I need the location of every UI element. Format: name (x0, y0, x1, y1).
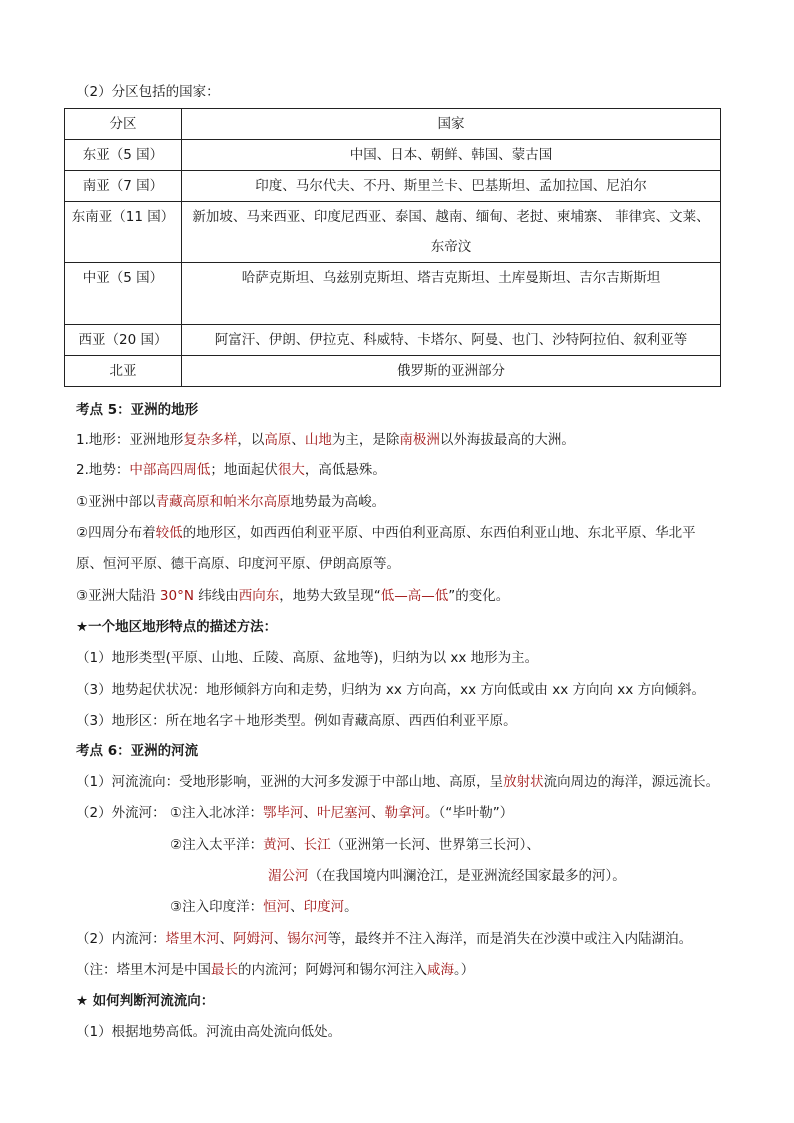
paragraph: （2）外流河： ①注入北冰洋：鄂毕河、叶尼塞河、勒拿河。（“毕叶勒”） (76, 805, 514, 821)
region-cell: 中亚（5 国） (65, 263, 182, 325)
region-country-table (64, 108, 721, 387)
table-row (65, 171, 721, 202)
countries-cell: 中国、日本、朝鲜、韩国、蒙古国 (182, 140, 721, 171)
paragraph: 2.地势：中部高四周低；地面起伏很大，高低悬殊。 (76, 462, 386, 478)
paragraph: （1）地形类型(平原、山地、丘陵、高原、盆地等)，归纳为以 xx 地形为主。 (76, 650, 539, 666)
region-cell: 东亚（5 国） (65, 140, 182, 171)
paragraph: 1.地形：亚洲地形复杂多样，以高原、山地为主，是除南极洲以外海拔最高的大洲。 (76, 432, 575, 448)
table-header-row (65, 109, 721, 140)
countries-line: 东帝汶 (430, 239, 472, 255)
paragraph: （1）河流流向：受地形影响，亚洲的大河多发源于中部山地、高原，呈放射状流向周边的海洋，源远流长。 (76, 774, 720, 790)
paragraph: ③注入印度洋：恒河、印度河。 (170, 899, 358, 915)
section-title: 考点 5：亚洲的地形 (76, 402, 199, 418)
paragraph: ③亚洲大陆沿 30°N 纬线由西向东，地势大致呈现“低—高—低”的变化。 (76, 588, 510, 604)
paragraph: （注：塔里木河是中国最长的内流河；阿姆河和锡尔河注入咸海。） (76, 962, 475, 978)
table-header: 国家 (182, 109, 721, 140)
table-row (65, 140, 721, 171)
paragraph: ②四周分布着较低的地形区，如西西伯利亚平原、中西伯利亚高原、东西伯利亚山地、东北平原、华北平 (76, 525, 696, 541)
paragraph: （3）地势起伏状况：地形倾斜方向和走势，归纳为 xx 方向高，xx 方向低或由 xx 方向向 xx 方向倾斜。 (76, 682, 706, 698)
table-row (65, 325, 721, 356)
table-row (65, 202, 721, 263)
paragraph: ②注入太平洋：黄河、长江（亚洲第一长河、世界第三长河）、 (170, 837, 540, 853)
section-title: 考点 6：亚洲的河流 (76, 743, 199, 759)
table-row (65, 263, 721, 325)
region-cell: 西亚（20 国） (65, 325, 182, 356)
countries-cell: 印度、马尔代夫、不丹、斯里兰卡、巴基斯坦、孟加拉国、尼泊尔 (182, 171, 721, 202)
countries-cell: 阿富汗、伊朗、伊拉克、科威特、卡塔尔、阿曼、也门、沙特阿拉伯、叙利亚等 (182, 325, 721, 356)
paragraph: （1）根据地势高低。河流由高处流向低处。 (76, 1024, 342, 1040)
countries-cell: 哈萨克斯坦、乌兹别克斯坦、塔吉克斯坦、土库曼斯坦、吉尔吉斯斯坦 (182, 263, 721, 325)
paragraph: （2）内流河：塔里木河、阿姆河、锡尔河等，最终并不注入海洋，而是消失在沙漠中或注入内陆湖泊。 (76, 931, 693, 947)
paragraph: 湄公河（在我国境内叫澜沧江，是亚洲流经国家最多的河）。 (268, 868, 626, 884)
countries-cell: 俄罗斯的亚洲部分 (182, 356, 721, 387)
paragraph: 原、恒河平原、德干高原、印度河平原、伊朗高原等。 (76, 556, 400, 572)
table-row (65, 356, 721, 387)
intro-text: （2）分区包括的国家： (76, 84, 220, 100)
paragraph: （3）地形区：所在地名字＋地形类型。例如青藏高原、西西伯利亚平原。 (76, 713, 517, 729)
region-cell: 南亚（7 国） (65, 171, 182, 202)
paragraph: ①亚洲中部以青藏高原和帕米尔高原地势最为高峻。 (76, 494, 386, 510)
table-header: 分区 (65, 109, 182, 140)
section-title: ★一个地区地形特点的描述方法： (76, 619, 278, 635)
region-cell: 北亚 (65, 356, 182, 387)
countries-line: 新加坡、马来西亚、印度尼西亚、泰国、越南、缅甸、老挝、柬埔寨、 菲律宾、文莱、 (192, 209, 710, 225)
section-title: ★ 如何判断河流流向： (76, 993, 215, 1009)
region-cell: 东南亚（11 国） (65, 202, 182, 263)
countries-cell (182, 202, 721, 263)
